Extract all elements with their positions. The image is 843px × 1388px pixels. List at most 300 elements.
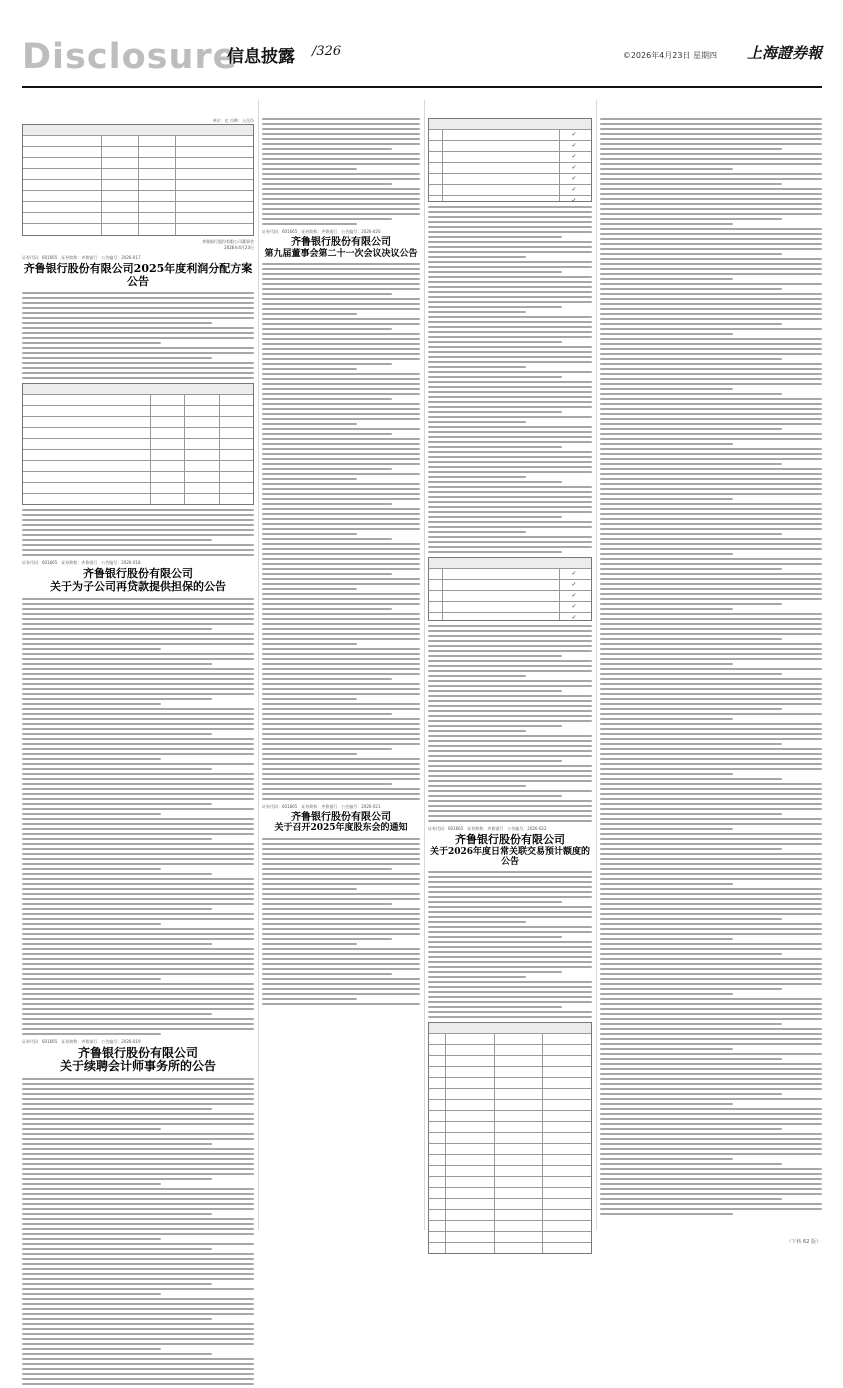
text-line	[262, 323, 420, 325]
text-line	[22, 1198, 254, 1200]
text-line	[262, 118, 420, 120]
text-line	[600, 188, 822, 190]
text-line	[428, 376, 562, 378]
text-line	[428, 700, 592, 702]
text-line	[600, 953, 782, 955]
text-line	[428, 735, 592, 737]
text-line	[262, 898, 420, 900]
text-line	[22, 998, 254, 1000]
column-b	[262, 118, 420, 1008]
text-line	[600, 498, 733, 500]
text-line	[600, 828, 733, 830]
text-line	[428, 921, 526, 923]
text-line	[22, 1238, 161, 1240]
text-line	[600, 733, 822, 735]
text-line	[600, 1178, 822, 1180]
text-line	[600, 603, 782, 605]
text-line	[600, 518, 822, 520]
text-line	[262, 393, 420, 395]
text-line	[262, 783, 392, 785]
text-line	[22, 1383, 254, 1385]
text-line	[22, 598, 254, 600]
text-line	[262, 278, 420, 280]
text-line	[428, 246, 592, 248]
text-line	[22, 878, 254, 880]
text-line	[428, 730, 526, 732]
text-line	[428, 725, 562, 727]
text-line	[22, 302, 254, 304]
text-line	[428, 456, 592, 458]
text-line	[262, 908, 420, 910]
text-line	[262, 163, 420, 165]
text-line	[428, 211, 592, 213]
text-line	[262, 558, 420, 560]
text-line	[22, 1253, 254, 1255]
text-line	[22, 1103, 254, 1105]
text-line	[600, 533, 782, 535]
text-line	[22, 853, 254, 855]
text-line	[600, 1013, 822, 1015]
text-line	[600, 618, 822, 620]
text-line	[22, 683, 254, 685]
text-line	[22, 623, 254, 625]
text-line	[428, 896, 592, 898]
column-d	[600, 118, 822, 1218]
text-line	[600, 933, 822, 935]
text-line	[428, 426, 592, 428]
text-line	[262, 473, 420, 475]
body-text	[22, 598, 254, 1035]
data-table: ✓ ✓ ✓ ✓ ✓	[428, 557, 592, 621]
text-line	[22, 352, 254, 354]
text-line	[600, 1168, 822, 1170]
text-line	[428, 291, 592, 293]
text-line	[600, 163, 822, 165]
text-line	[262, 918, 420, 920]
text-line	[600, 858, 822, 860]
text-line	[262, 773, 420, 775]
text-line	[600, 463, 782, 465]
text-line	[22, 983, 254, 985]
text-line	[600, 193, 822, 195]
text-line	[22, 1168, 254, 1170]
text-line	[600, 748, 822, 750]
text-line	[22, 1303, 254, 1305]
text-line	[600, 718, 733, 720]
text-line	[262, 188, 420, 190]
text-line	[600, 1063, 822, 1065]
text-line	[428, 396, 592, 398]
text-line	[600, 1048, 733, 1050]
text-line	[22, 698, 212, 700]
text-line	[600, 423, 822, 425]
announcement-code: 证券代码：601665 证券简称：齐鲁银行 公告编号：2026-021	[262, 803, 381, 809]
text-line	[262, 623, 420, 625]
text-line	[262, 298, 420, 300]
text-line	[22, 1153, 254, 1155]
text-line	[428, 386, 592, 388]
text-line	[428, 775, 592, 777]
text-line	[262, 543, 420, 545]
text-line	[22, 1273, 254, 1275]
text-line	[428, 941, 592, 943]
page-number: /326	[312, 44, 342, 59]
text-line	[600, 853, 822, 855]
text-line	[428, 221, 592, 223]
text-line	[262, 153, 420, 155]
text-line	[262, 218, 392, 220]
text-line	[22, 1243, 254, 1245]
text-line	[262, 363, 392, 365]
text-line	[600, 503, 822, 505]
text-line	[22, 863, 254, 865]
masthead	[22, 34, 822, 82]
text-line	[22, 978, 161, 980]
text-line	[428, 961, 592, 963]
text-line	[600, 1098, 822, 1100]
text-line	[600, 1018, 822, 1020]
text-line	[262, 208, 420, 210]
text-line	[600, 863, 822, 865]
text-line	[428, 231, 592, 233]
text-line	[262, 358, 420, 360]
text-line	[262, 483, 420, 485]
text-line	[428, 531, 526, 533]
masthead-rule	[22, 86, 822, 88]
text-line	[600, 288, 782, 290]
text-line	[22, 858, 254, 860]
text-line	[600, 453, 822, 455]
text-line	[600, 813, 782, 815]
text-line	[600, 843, 822, 845]
text-line	[262, 743, 420, 745]
text-line	[600, 183, 782, 185]
text-line	[262, 888, 357, 890]
text-line	[600, 1193, 822, 1195]
text-line	[428, 976, 526, 978]
text-line	[262, 493, 420, 495]
text-line	[262, 973, 392, 975]
text-line	[600, 663, 733, 665]
text-line	[428, 891, 592, 893]
text-line	[600, 198, 822, 200]
text-line	[22, 993, 254, 995]
text-line	[600, 413, 822, 415]
text-line	[22, 337, 254, 339]
text-line	[428, 966, 592, 968]
text-line	[262, 563, 420, 565]
text-line	[262, 453, 420, 455]
text-line	[428, 745, 592, 747]
text-line	[600, 578, 822, 580]
text-line	[600, 623, 822, 625]
text-line	[262, 868, 392, 870]
text-line	[22, 1203, 254, 1205]
text-line	[22, 1018, 254, 1020]
text-line	[22, 1233, 254, 1235]
text-line	[22, 1013, 212, 1015]
text-line	[600, 888, 822, 890]
text-line	[428, 820, 592, 822]
text-line	[22, 643, 254, 645]
text-line	[22, 1033, 161, 1035]
text-line	[262, 718, 420, 720]
text-line	[428, 810, 592, 812]
text-line	[600, 583, 822, 585]
text-line	[22, 1088, 254, 1090]
text-line	[262, 373, 420, 375]
text-line	[22, 1113, 254, 1115]
text-line	[22, 367, 254, 369]
text-line	[428, 790, 592, 792]
text-line	[600, 1143, 822, 1145]
text-line	[22, 1283, 212, 1285]
text-line	[22, 554, 254, 556]
text-line	[428, 406, 592, 408]
text-line	[262, 328, 392, 330]
text-line	[262, 988, 420, 990]
text-line	[262, 748, 392, 750]
text-line	[262, 263, 420, 265]
text-line	[600, 243, 822, 245]
column-divider	[258, 100, 259, 1230]
body-text	[600, 118, 822, 1215]
text-line	[428, 226, 592, 228]
text-line	[600, 688, 822, 690]
text-line	[22, 1138, 254, 1140]
text-line	[22, 1143, 212, 1145]
text-line	[22, 1328, 254, 1330]
text-line	[22, 1098, 254, 1100]
text-line	[600, 343, 822, 345]
body-text	[428, 871, 592, 1018]
text-line	[22, 688, 254, 690]
text-line	[262, 463, 420, 465]
text-line	[22, 928, 254, 930]
text-line	[600, 668, 822, 670]
text-line	[262, 838, 420, 840]
text-line	[22, 1248, 212, 1250]
text-line	[600, 928, 822, 930]
text-line	[262, 938, 392, 940]
text-line	[262, 288, 420, 290]
text-line	[428, 670, 592, 672]
text-line	[22, 1108, 212, 1110]
text-line	[428, 476, 526, 478]
text-line	[600, 738, 822, 740]
body-text	[262, 263, 420, 800]
text-line	[262, 923, 420, 925]
text-line	[22, 1343, 254, 1345]
text-line	[22, 1358, 254, 1360]
text-line	[600, 388, 733, 390]
text-line	[600, 223, 733, 225]
text-line	[262, 383, 420, 385]
text-line	[428, 551, 562, 553]
text-line	[262, 953, 420, 955]
text-line	[600, 363, 822, 365]
text-line	[262, 778, 420, 780]
text-line	[22, 1228, 254, 1230]
text-line	[22, 678, 254, 680]
text-line	[22, 1078, 254, 1080]
text-line	[428, 506, 592, 508]
text-line	[22, 843, 254, 845]
text-line	[262, 688, 420, 690]
text-line	[600, 1068, 822, 1070]
text-line	[262, 368, 357, 370]
text-line	[600, 353, 822, 355]
text-line	[262, 683, 420, 685]
text-line	[262, 628, 420, 630]
text-line	[428, 351, 592, 353]
text-line	[600, 728, 822, 730]
text-line	[22, 973, 254, 975]
text-line	[428, 271, 562, 273]
text-line	[600, 628, 822, 630]
text-line	[22, 778, 254, 780]
text-line	[262, 268, 420, 270]
text-line	[600, 1058, 782, 1060]
text-line	[428, 436, 592, 438]
text-line	[600, 378, 822, 380]
text-line	[22, 763, 254, 765]
text-line	[428, 516, 562, 518]
text-line	[262, 193, 420, 195]
text-line	[262, 678, 392, 680]
text-line	[22, 1308, 254, 1310]
text-line	[22, 529, 254, 531]
text-line	[262, 848, 420, 850]
text-line	[22, 663, 212, 665]
text-line	[600, 298, 822, 300]
text-line	[428, 521, 592, 523]
text-line	[600, 308, 822, 310]
text-line	[600, 333, 733, 335]
text-line	[22, 1178, 212, 1180]
text-line	[262, 438, 420, 440]
text-line	[22, 933, 254, 935]
text-line	[22, 1193, 254, 1195]
text-line	[600, 768, 822, 770]
text-line	[262, 793, 420, 795]
text-line	[262, 403, 420, 405]
text-line	[600, 293, 822, 295]
text-line	[600, 868, 822, 870]
text-line	[262, 273, 420, 275]
text-line	[600, 118, 822, 120]
text-line	[600, 693, 822, 695]
text-line	[22, 1258, 254, 1260]
column-a	[22, 118, 254, 1388]
text-line	[428, 446, 562, 448]
text-line	[262, 653, 420, 655]
text-line	[262, 633, 420, 635]
text-line	[262, 458, 420, 460]
text-line	[600, 593, 822, 595]
text-line	[262, 593, 420, 595]
text-line	[262, 513, 420, 515]
text-line	[600, 348, 822, 350]
text-line	[428, 881, 592, 883]
text-line	[22, 768, 212, 770]
text-line	[262, 348, 420, 350]
text-line	[600, 783, 822, 785]
text-line	[428, 871, 592, 873]
text-line	[428, 991, 592, 993]
text-line	[262, 873, 420, 875]
text-line	[262, 408, 420, 410]
text-line	[262, 138, 420, 140]
text-line	[22, 618, 254, 620]
text-line	[22, 713, 254, 715]
text-line	[600, 313, 822, 315]
data-table	[22, 124, 254, 236]
text-line	[600, 1028, 822, 1030]
text-line	[262, 178, 420, 180]
announcement-code: 证券代码：601665 证券简称：齐鲁银行 公告编号：2026-017	[22, 255, 141, 260]
text-line	[600, 758, 822, 760]
body-text	[22, 292, 254, 379]
text-line	[600, 473, 822, 475]
data-table: ✓ ✓ ✓ ✓ ✓ ✓ ✓	[428, 118, 592, 202]
text-line	[22, 544, 254, 546]
text-line	[22, 648, 161, 650]
text-line	[428, 261, 592, 263]
text-line	[22, 833, 254, 835]
text-line	[600, 173, 822, 175]
text-line	[600, 123, 822, 125]
text-line	[600, 1188, 822, 1190]
text-line	[428, 685, 592, 687]
text-line	[262, 648, 420, 650]
text-line	[428, 206, 592, 208]
text-line	[22, 519, 254, 521]
text-line	[262, 448, 420, 450]
body-text	[262, 118, 420, 225]
text-line	[600, 908, 822, 910]
text-line	[600, 638, 782, 640]
text-line	[428, 296, 592, 298]
body-text	[428, 206, 592, 553]
text-line	[428, 986, 592, 988]
text-line	[600, 678, 822, 680]
text-line	[428, 441, 592, 443]
text-line	[22, 743, 254, 745]
text-line	[262, 338, 420, 340]
text-line	[428, 695, 592, 697]
text-line	[22, 1173, 254, 1175]
text-line	[262, 933, 420, 935]
text-line	[600, 148, 782, 150]
continued-note: （下转 62 版）	[786, 1239, 821, 1245]
text-line	[428, 926, 592, 928]
notice-heading: 齐鲁银行股份有限公司	[77, 1045, 198, 1060]
text-line	[262, 913, 420, 915]
text-line	[600, 653, 822, 655]
text-line	[262, 433, 392, 435]
body-text	[22, 509, 254, 556]
text-line	[600, 983, 822, 985]
text-line	[600, 743, 782, 745]
text-line	[262, 293, 392, 295]
text-line	[428, 886, 592, 888]
text-line	[22, 362, 254, 364]
text-line	[428, 496, 592, 498]
text-line	[22, 1373, 254, 1375]
text-line	[428, 1011, 592, 1013]
text-line	[428, 916, 592, 918]
